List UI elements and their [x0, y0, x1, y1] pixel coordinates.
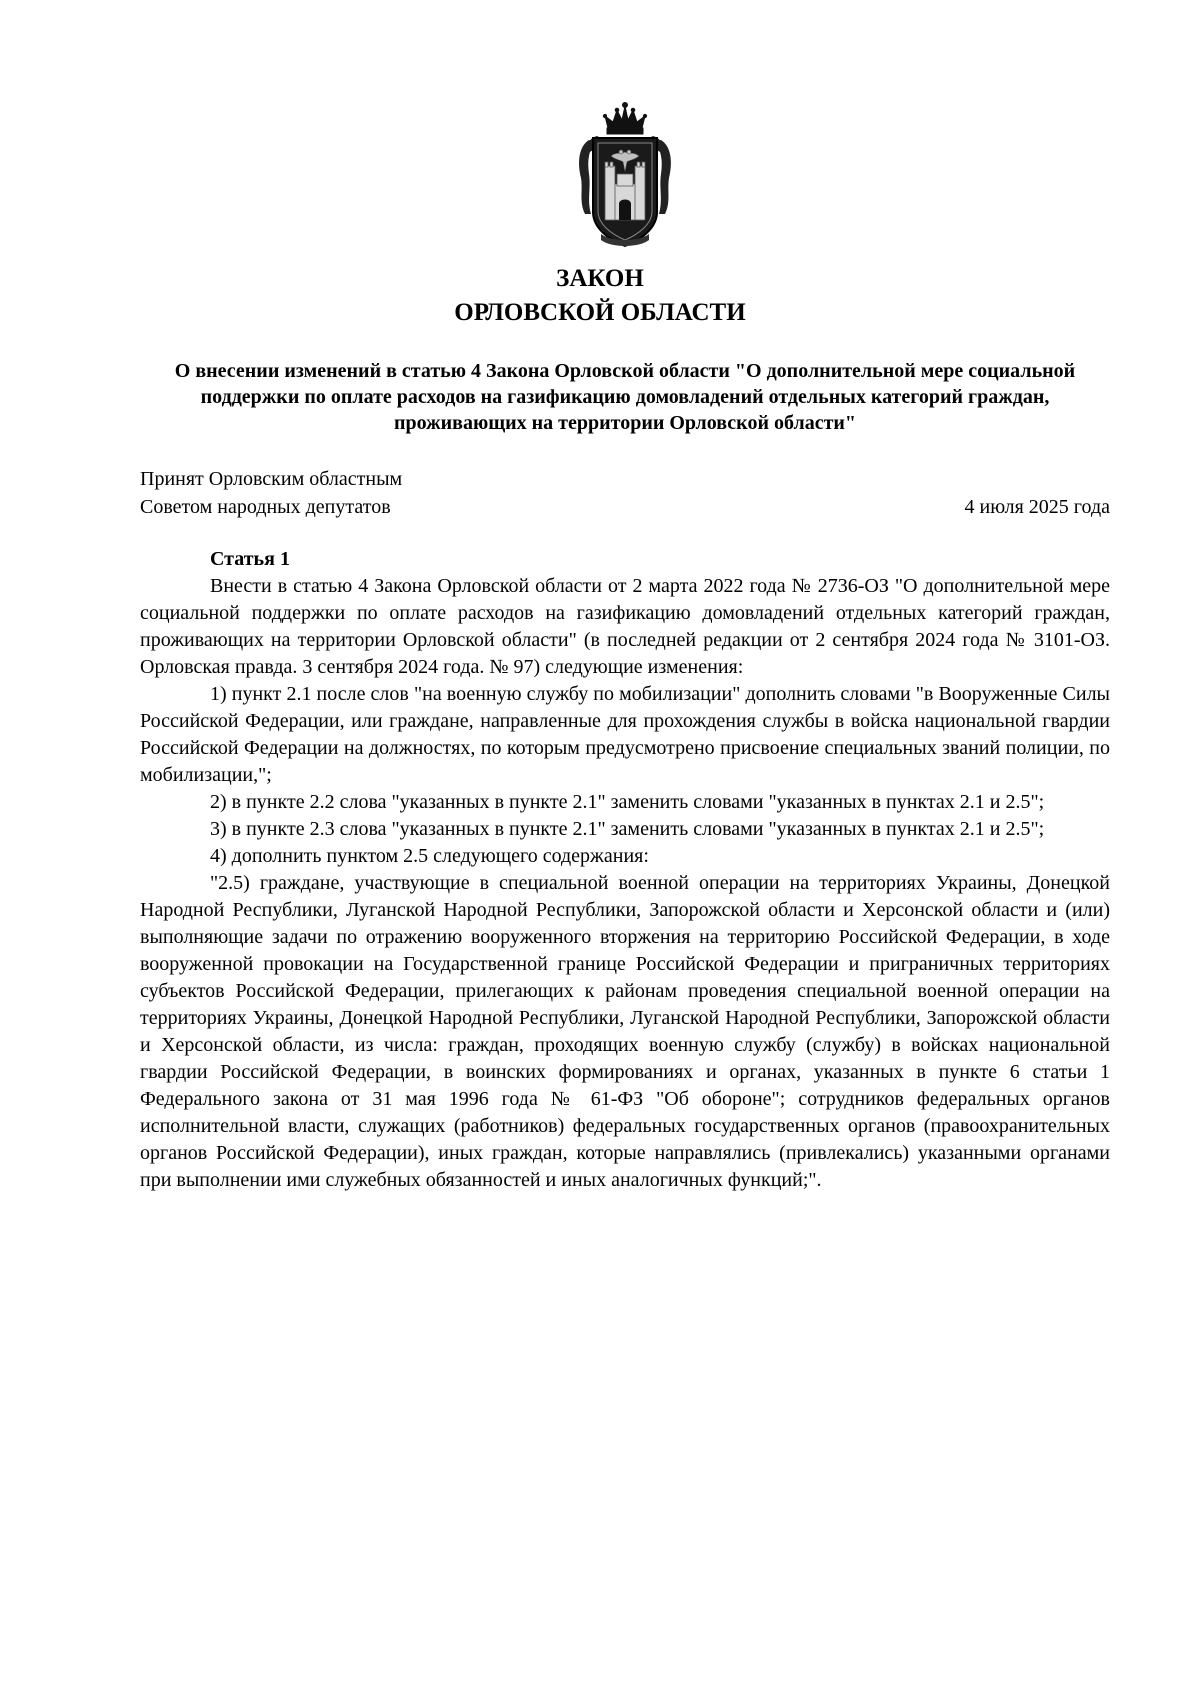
title-line-2: ОРЛОВСКОЙ ОБЛАСТИ [454, 299, 746, 326]
paragraph-intro: Внести в статью 4 Закона Орловской области от 2 марта 2022 года № 2736-ОЗ "О дополнительной мере социальной поддержки по оплате расходов на газификацию домовладений отдельных категорий граждан, проживающих на территории Орловской области" (в последней редакции от 2 сентября 2024 года № 3101-ОЗ. Орловская правда. 3 сентября 2024 года. № 97) следующие изменения: [140, 575, 1110, 678]
paragraph-item-2-5: "2.5) граждане, участвующие в специальной военной операции на территориях Украины, Донецкой Народной Республики, Луганской Народной Республики, Запорожской области и Херсонской области и (или) выполняющие задачи по отражению вооруженного вторжения на территорию Российской Федерации, в ходе вооруженной провокации на Государственной границе Российской Федерации и приграничных территориях субъектов Российской Федерации, прилегающих к районам проведения специальной военной операции на территориях Украины, Донецкой Народной Республики, Луганской Народной Республики, Запорожской области и Херсонской области, из числа: граждан, проходящих военную службу (службу) в войсках национальной гвардии Российской Федерации, в воинских формированиях и органах, указанных в пункте 6 статьи 1 Федерального закона от 31 мая 1996 года № 61-ФЗ "Об обороне"; сотрудников федеральных органов исполнительной власти, служащих (работников) федеральных государственных органов (правоохранительных органов Российской Федерации), иных граждан, которые направлялись (привлекались) указанными органами при выполнении ими служебных обязанностей и иных аналогичных функций;". [140, 872, 1110, 1191]
paragraph-item-1: 1) пункт 2.1 после слов "на военную службу по мобилизации" дополнить словами "в Вооруженные Силы Российской Федерации, или граждане, направленные для прохождения службы в войска национальной гвардии Российской Федерации на должностях, по которым предусмотрено присвоение специальных званий полиции, по мобилизации,"; [140, 683, 1110, 786]
paragraph-item-4: 4) дополнить пунктом 2.5 следующего содержания: [210, 845, 649, 867]
article-heading: Статья 1 [210, 548, 290, 570]
adoption-block [140, 465, 1110, 521]
adopted-line-1: Принят Орловским областным [140, 468, 403, 490]
paragraph-item-3: 3) в пункте 2.3 слова "указанных в пункте 2.1" заменить словами "указанных в пунктах 2.1 и 2.5"; [210, 818, 1045, 840]
paragraph-item-2: 2) в пункте 2.2 слова "указанных в пункте 2.1" заменить словами "указанных в пунктах 2.1 и 2.5"; [210, 791, 1045, 813]
adopted-line-2: Советом народных депутатов [140, 496, 391, 518]
document-body [140, 546, 1110, 1194]
document-subtitle: О внесении изменений в статью 4 Закона Орловской области "О дополнительной мере социальной поддержки по оплате расходов на газификацию домовладений отдельных категорий граждан, проживающих на территории Орловской области" [174, 360, 1076, 434]
coat-of-arms-icon [575, 102, 675, 248]
title-line-1: ЗАКОН [556, 265, 644, 292]
adoption-date: 4 июля 2025 года [964, 496, 1110, 518]
document-title [0, 262, 1200, 330]
